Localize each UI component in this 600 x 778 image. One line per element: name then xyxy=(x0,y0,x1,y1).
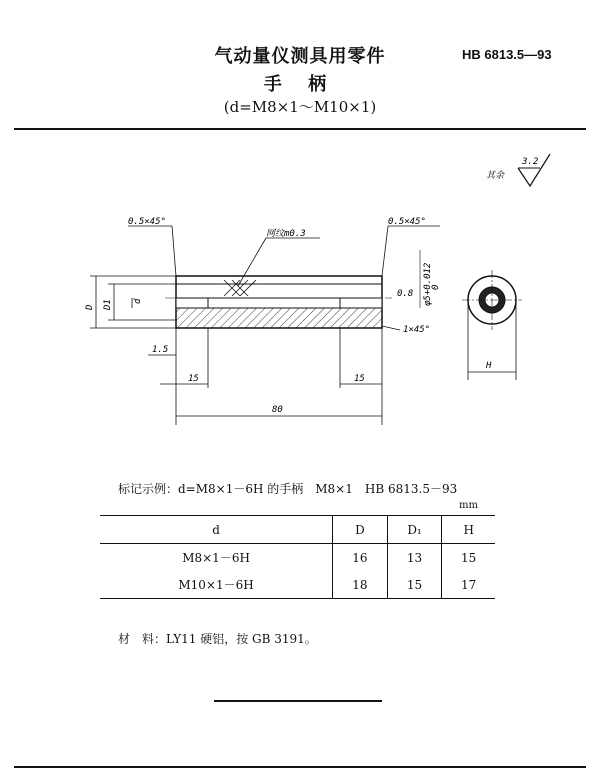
standard-number: HB 6813.5—93 xyxy=(462,47,552,62)
unit-label: mm xyxy=(459,500,478,511)
cell-d: M8×1－6H xyxy=(182,551,250,565)
doc-subtitle: 手 柄 xyxy=(263,74,337,95)
material-note: 材 料：LY11 硬铝，按 GB 3191。 xyxy=(118,632,317,646)
dim-80: 80 xyxy=(272,405,283,415)
table-row xyxy=(100,544,495,572)
dim-1-5: 1.5 xyxy=(152,345,169,355)
chamfer-right-label: 0.5×45° xyxy=(388,217,426,227)
end-rule xyxy=(214,700,382,702)
footer-rule xyxy=(14,766,586,768)
dim-15-right: 15 xyxy=(354,374,365,384)
cell-D1: 15 xyxy=(387,571,442,599)
dim-D1: D1 xyxy=(103,299,113,310)
surface-finish-label: 0.8 xyxy=(397,289,414,299)
cell-D: 16 xyxy=(333,544,388,572)
technical-drawing xyxy=(0,140,600,450)
roughness-value: 3.2 xyxy=(522,157,539,167)
table-header-row xyxy=(100,516,495,544)
col-header-H: H xyxy=(442,516,495,544)
cell-d: M10×1－6H xyxy=(100,571,333,599)
cell-D: 18 xyxy=(333,571,388,599)
col-header-D: D xyxy=(333,516,388,544)
col-header-D1: D₁ xyxy=(387,516,442,544)
handle-front-view xyxy=(165,276,392,328)
roughness-prefix: 其余 xyxy=(486,171,505,181)
cell-H: 15 xyxy=(442,544,495,572)
cell-D1: 13 xyxy=(387,544,442,572)
dim-D: D xyxy=(85,304,95,310)
col-header-d: d xyxy=(100,516,333,544)
knurl-label: 网纹m0.3 xyxy=(266,229,306,239)
bore-diameter-label: φ5+0.012 xyxy=(423,262,433,306)
dim-d: d xyxy=(133,298,143,304)
dim-H: H xyxy=(486,361,492,371)
chamfer-left-label: 0.5×45° xyxy=(128,217,166,227)
roughness-symbol xyxy=(486,154,550,186)
table-row xyxy=(100,571,495,599)
handle-end-view xyxy=(462,270,522,380)
header-rule xyxy=(14,128,586,130)
marking-example: 标记示例：d=M8×1－6H 的手柄 M8×1 HB 6813.5－93 xyxy=(118,482,458,496)
dim-15-left: 15 xyxy=(188,374,199,384)
doc-title: 气动量仪测具用零件 xyxy=(214,46,386,67)
bore-tolerance-lower: 0 xyxy=(431,284,441,290)
dimension-table xyxy=(100,515,495,599)
cell-H: 17 xyxy=(442,571,495,599)
chamfer-bottom-label: 1×45° xyxy=(403,325,431,335)
spec-range: (d=M8×1～M10×1) xyxy=(223,98,377,116)
